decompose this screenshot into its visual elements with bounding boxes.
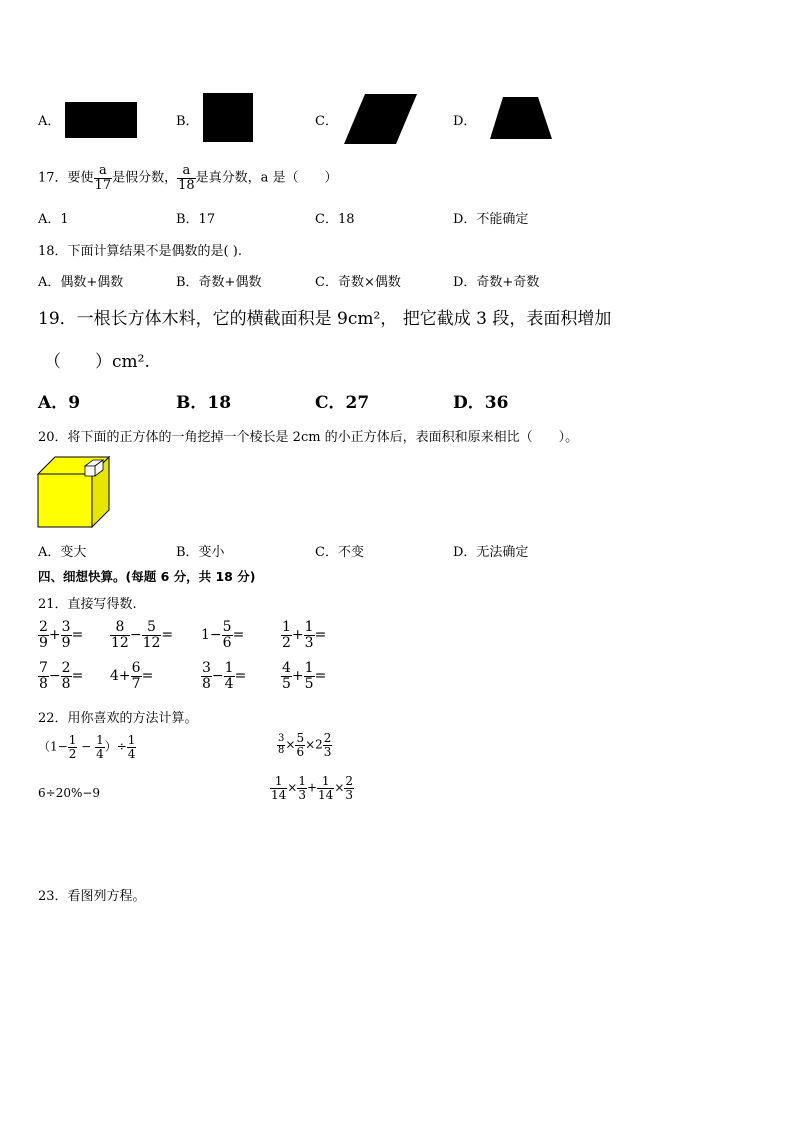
q16-option-c-letter: C． bbox=[315, 114, 338, 129]
fraction: $\frac{a}{18}$ bbox=[178, 163, 195, 193]
q18-option-c: C．奇数×偶数 bbox=[315, 275, 401, 290]
q21-title: 21．直接写得数. bbox=[38, 597, 137, 612]
q17-option-b: B．17 bbox=[176, 212, 216, 227]
q17-option-a: A．1 bbox=[38, 212, 69, 227]
q17-option-d: D．不能确定 bbox=[453, 212, 529, 227]
q22-expr-1: （1− $\frac{1}{2}$ − $\frac{1}{4}$ ）÷ $\frac{1}{4}$ bbox=[38, 733, 136, 761]
q18-option-b: B．奇数+偶数 bbox=[176, 275, 262, 290]
q20-option-c: C．不变 bbox=[315, 545, 364, 560]
section-title: 四、细想快算。(每题 6 分，共 18 分) bbox=[38, 569, 256, 584]
q19-option-b: B．18 bbox=[176, 393, 232, 413]
q21-expr-6: 4+ $\frac{6}{7}$ = bbox=[110, 660, 154, 692]
q21-expr-4: $\frac{1}{2}$ + $\frac{1}{3}$ = bbox=[282, 619, 327, 651]
q18-option-a: A．偶数+偶数 bbox=[38, 275, 124, 290]
q21-expr-8: $\frac{4}{5}$ + $\frac{1}{5}$ = bbox=[282, 660, 327, 692]
q20-option-d: D．无法确定 bbox=[453, 545, 529, 560]
q19-option-c: C．27 bbox=[315, 393, 370, 413]
parallelogram-shape bbox=[343, 93, 419, 145]
q19-option-a: A．9 bbox=[38, 393, 81, 413]
q22-title: 22．用你喜欢的方法计算。 bbox=[38, 711, 198, 726]
q21-expr-7: $\frac{3}{8}$ − $\frac{1}{4}$ = bbox=[202, 660, 247, 692]
q23-title: 23．看图列方程。 bbox=[38, 889, 146, 904]
fraction: $\frac{a}{17}$ bbox=[94, 163, 112, 193]
q19-question-line1: 19．一根长方体木料，它的横截面积是 9cm²， 把它截成 3 段，表面积增加 bbox=[38, 309, 612, 329]
q19-option-d: D．36 bbox=[453, 393, 509, 413]
q18-option-d: D．奇数+奇数 bbox=[453, 275, 540, 290]
trapezoid-shape bbox=[489, 96, 553, 140]
cube-figure bbox=[37, 456, 111, 528]
q16-option-a-letter: A． bbox=[38, 114, 61, 129]
q20-option-b: B．变小 bbox=[176, 545, 225, 560]
q20-question: 20．将下面的正方体的一角挖掉一个棱长是 2cm 的小正方体后，表面积和原来相比（ ）。 bbox=[38, 430, 579, 445]
q22-expr-2: $\frac{3}{8}$ × $\frac{5}{6}$ ×2 $\frac{2}{3}$ bbox=[278, 731, 332, 759]
q21-expr-3: 1− $\frac{5}{6}$ = bbox=[201, 619, 245, 651]
q21-expr-2: $\frac{8}{12}$ − $\frac{5}{12}$ = bbox=[111, 619, 174, 651]
square-shape bbox=[203, 93, 253, 142]
q19-question-line2: （ ）cm². bbox=[44, 352, 150, 372]
q16-option-b-letter: B． bbox=[176, 114, 199, 129]
q20-option-a: A．变大 bbox=[38, 545, 87, 560]
q18-question: 18．下面计算结果不是偶数的是( ). bbox=[38, 244, 242, 259]
q21-expr-1: $\frac{2}{9}$ + $\frac{3}{9}$ = bbox=[39, 619, 84, 651]
q22-expr-3: 6÷20%−9 bbox=[38, 786, 101, 800]
q22-expr-4: $\frac{1}{14}$ × $\frac{1}{3}$ + $\frac{1}{14}$ × $\frac{2}{3}$ bbox=[271, 774, 354, 802]
q21-expr-5: $\frac{7}{8}$ − $\frac{2}{8}$ = bbox=[39, 660, 84, 692]
q17-option-c: C．18 bbox=[315, 212, 355, 227]
rectangle-shape bbox=[65, 102, 137, 138]
q17-question: 17．要使 $\frac{a}{17}$ 是假分数， $\frac{a}{18}$ 是真分数，a 是（ ） bbox=[38, 163, 338, 193]
q16-option-d-letter: D． bbox=[453, 114, 477, 129]
